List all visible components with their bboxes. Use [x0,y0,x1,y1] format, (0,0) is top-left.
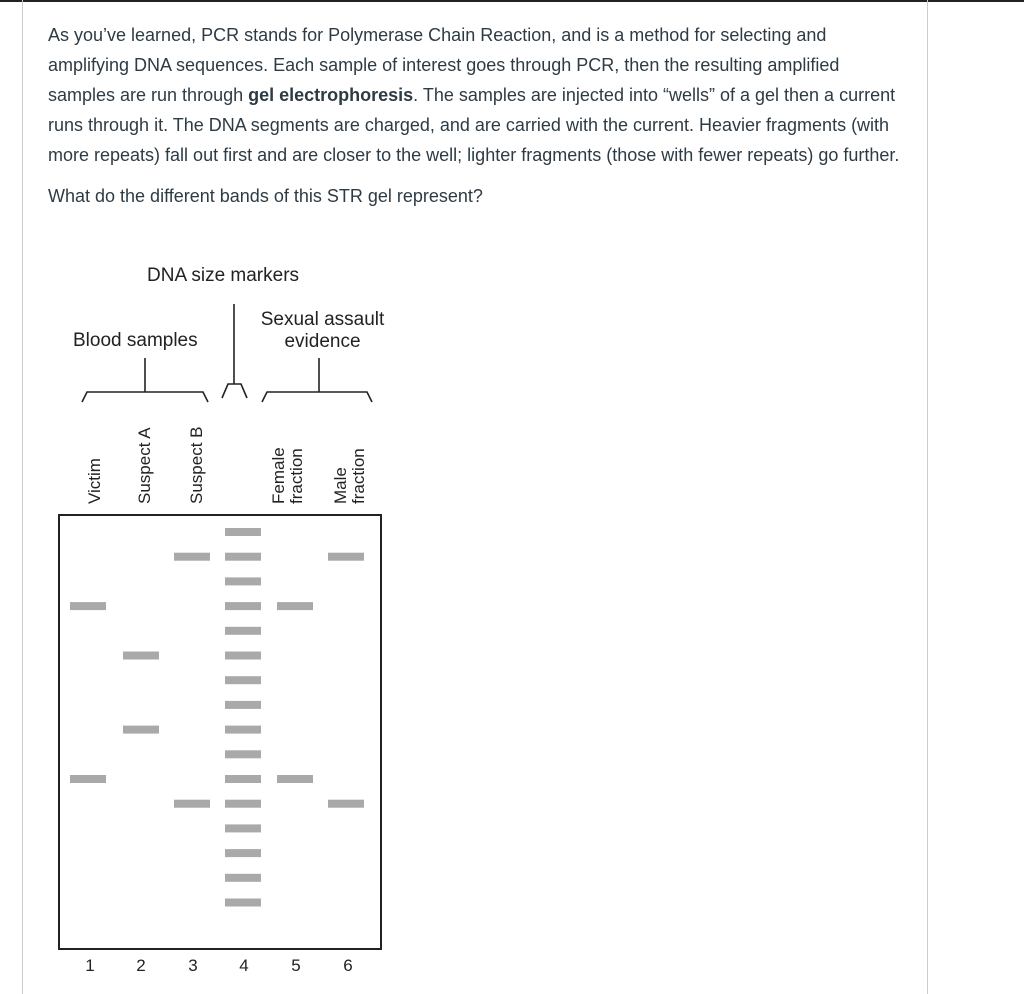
group-brackets [48,258,408,418]
gel-band-lane-3-row-2 [174,553,210,561]
gel-band-lane-4-row-12 [225,800,261,808]
gel-band-lane-4-row-4 [225,602,261,610]
gel-band-lane-4-row-16 [225,899,261,907]
gel-band-lane-4-row-7 [225,676,261,684]
gel-band-lane-6-row-12 [328,800,364,808]
gel-band-lane-4-row-2 [225,553,261,561]
gel-border [59,515,381,949]
gel-band-lane-3-row-12 [174,800,210,808]
bold-term: gel electrophoresis [248,85,414,105]
content-right-border [927,0,928,994]
gel-band-lane-5-row-11 [277,775,313,783]
gel-band-lane-2-row-9 [123,726,159,734]
lane-number-5: 5 [291,956,301,975]
lane-label-female-1: Female [269,447,288,504]
gel-band-lane-4-row-11 [225,775,261,783]
gel-plot [58,514,383,952]
blood-samples-bracket [82,392,208,402]
lane-number-4: 4 [239,956,249,975]
lane-label-male-1: Male [331,467,350,504]
lane-label-suspect-a: Suspect A [135,427,154,504]
gel-band-lane-4-row-9 [225,726,261,734]
dna-size-markers-label: DNA size markers [147,265,300,286]
gel-band-lane-6-row-2 [328,553,364,561]
gel-band-lane-1-row-4 [70,602,106,610]
dna-markers-bracket [222,384,247,398]
gel-band-lane-2-row-6 [123,652,159,660]
evidence-label-line1: Sexual assault [260,309,385,330]
lane-number-6: 6 [343,956,353,975]
intro-text-1: As you’ve learned, PCR stands for Polymerase Chain Reaction, and is a method for selecting and amplifying DNA sequences. Each sample of interest goes through PCR, then the resulting amplified samples are run through [48,25,840,105]
gel-band-lane-1-row-11 [70,775,106,783]
lane-number-2: 2 [136,956,146,975]
lane-label-victim: Victim [85,458,104,504]
gel-band-lane-4-row-5 [225,627,261,635]
lane-number-1: 1 [85,956,95,975]
intro-text-2: . The samples are injected into “wells” of a gel then a current runs through it. The DNA segments are charged, and are carried with the current. Heavier fragments (with more repeats) fall out first and are closer to the well; lighter fragments (those with fewer repeats) go further. [48,85,900,165]
blood-samples-label: Blood samples [73,330,198,351]
gel-band-lane-4-row-14 [225,849,261,857]
gel-band-lane-4-row-13 [225,824,261,832]
evidence-label-line2: evidence [284,331,361,352]
lane-label-male-2: fraction [349,448,368,504]
lane-label-suspect-b: Suspect B [187,426,206,504]
gel-band-lane-4-row-10 [225,750,261,758]
lane-label-female-2: fraction [287,448,306,504]
intro-paragraph [48,20,908,170]
gel-band-lane-4-row-3 [225,577,261,585]
question-text: What do the different bands of this STR gel represent? [48,186,483,206]
gel-band-lane-4-row-1 [225,528,261,536]
content-left-border [22,0,23,994]
gel-band-lane-4-row-6 [225,652,261,660]
gel-band-lane-4-row-15 [225,874,261,882]
window-top-border [0,0,1024,2]
evidence-bracket [262,392,372,402]
str-gel-figure [48,258,408,994]
gel-band-lane-4-row-8 [225,701,261,709]
gel-band-lane-5-row-4 [277,602,313,610]
question-content [48,20,908,211]
lane-number-3: 3 [188,956,198,975]
